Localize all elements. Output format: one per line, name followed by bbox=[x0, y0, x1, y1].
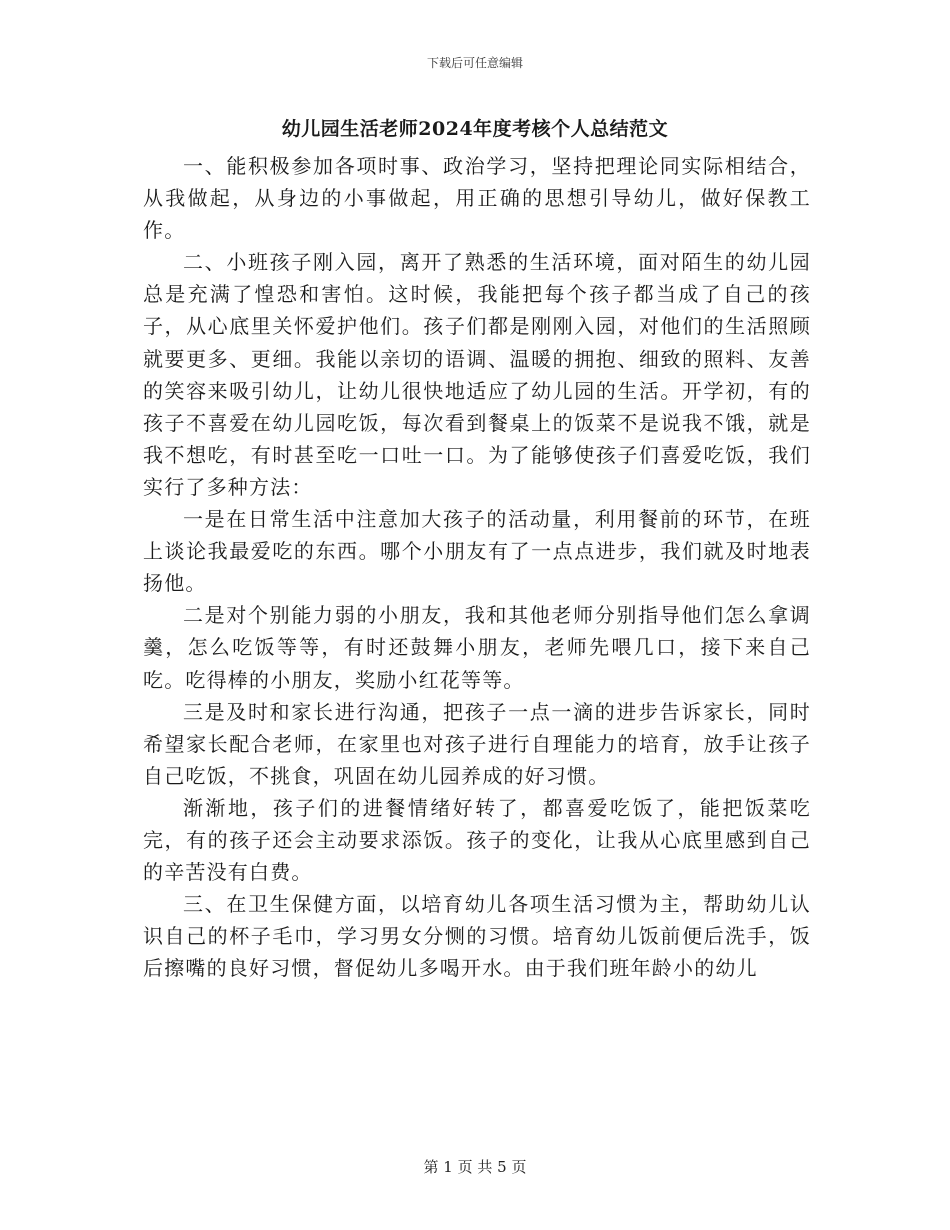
page-number: 第 1 页 共 5 页 bbox=[423, 1158, 527, 1176]
paragraph-4: 二是对个别能力弱的小朋友，我和其他老师分别指导他们怎么拿调羹，怎么吃饭等等，有时还鼓舞小朋友，老师先喂几口，接下来自己吃。吃得棒的小朋友，奖励小红花等等。 bbox=[143, 603, 811, 692]
header-note: 下载后可任意编辑 bbox=[426, 56, 523, 70]
document-body bbox=[143, 150, 811, 984]
paragraph-5: 三是及时和家长进行沟通，把孩子一点一滴的进步告诉家长，同时希望家长配合老师，在家里也对孩子进行自理能力的培育，放手让孩子自己吃饭，不挑食，巩固在幼儿园养成的好习惯。 bbox=[143, 699, 811, 788]
paragraph-2: 二、小班孩子刚入园，离开了熟悉的生活环境，面对陌生的幼儿园总是充满了惶恐和害怕。这时候，我能把每个孩子都当成了自己的孩子，从心底里关怀爱护他们。孩子们都是刚刚入园，对他们的生活照顾就要更多、更细。我能以亲切的语调、温暖的拥抱、细致的照料、友善的笑容来吸引幼儿，让幼儿很快地适应了幼儿园的生活。开学初，有的孩子不喜爱在幼儿园吃饭，每次看到餐桌上的饭菜不是说我不饿，就是我不想吃，有时甚至吃一口吐一口。为了能够使孩子们喜爱吃饭，我们实行了多种方法： bbox=[143, 250, 811, 499]
paragraph-1: 一、能积极参加各项时事、政治学习，坚持把理论同实际相结合，从我做起，从身边的小事做起，用正确的思想引导幼儿，做好保教工作。 bbox=[143, 154, 811, 243]
paragraph-3: 一是在日常生活中注意加大孩子的活动量，利用餐前的环节，在班上谈论我最爱吃的东西。哪个小朋友有了一点点进步，我们就及时地表扬他。 bbox=[143, 507, 811, 596]
document-title: 幼儿园生活老师2024年度考核个人总结范文 bbox=[281, 118, 669, 140]
paragraph-7: 三、在卫生保健方面，以培育幼儿各项生活习惯为主，帮助幼儿认识自己的杯子毛巾，学习男女分恻的习惯。培育幼儿饭前便后洗手，饭后擦嘴的良好习惯，督促幼儿多喝开水。由于我们班年龄小的幼儿 bbox=[143, 892, 811, 981]
paragraph-6: 渐渐地，孩子们的进餐情绪好转了，都喜爱吃饭了，能把饭菜吃完，有的孩子还会主动要求添饭。孩子的变化，让我从心底里感到自己的辛苦没有白费。 bbox=[143, 795, 811, 885]
